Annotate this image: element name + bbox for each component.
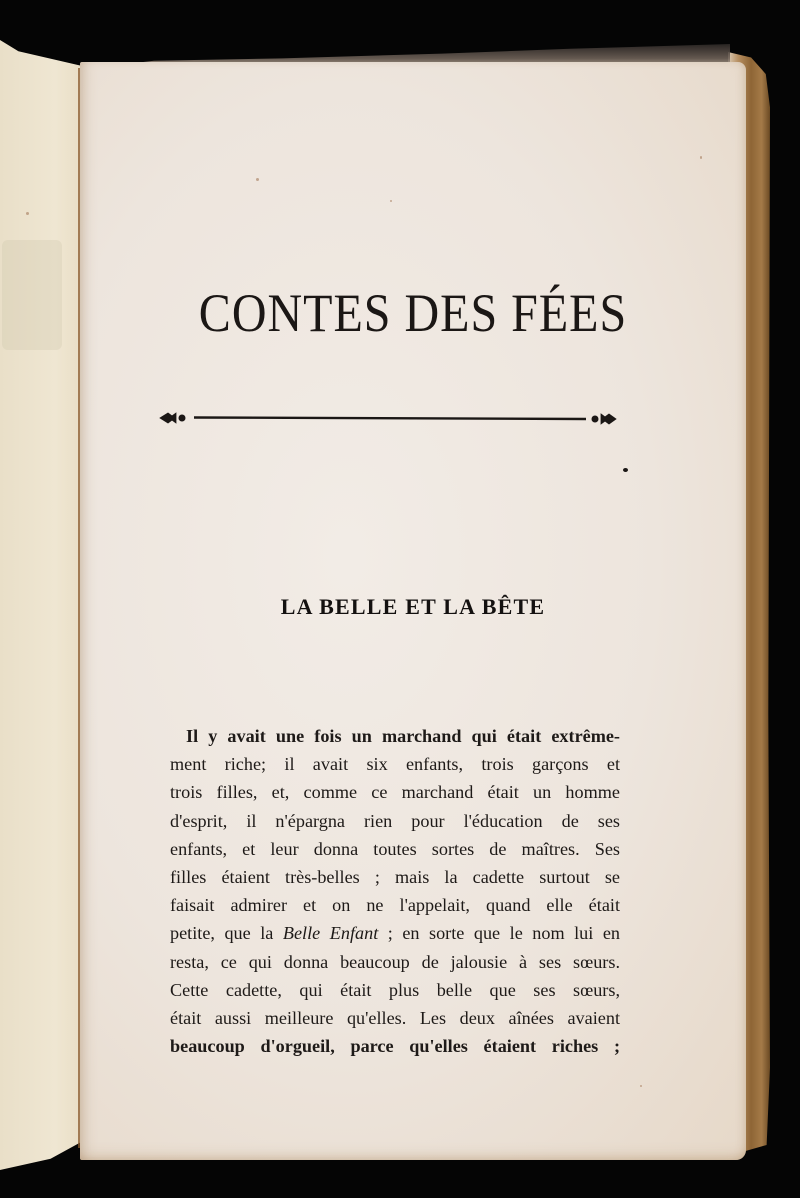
paper-speck (640, 1085, 642, 1087)
text-line: faisait admirer et on ne l'appelait, quand elle était (170, 895, 620, 916)
text-line: filles étaient très-belles ; mais la cadette surtout se (170, 867, 620, 888)
paper-speck (700, 156, 702, 159)
story-title: LA BELLE ET LA BÊTE (280, 594, 546, 619)
text-fragment: ; en sorte que le nom lui en (378, 923, 620, 944)
italic-name: Belle Enfant (282, 923, 379, 944)
story-body (170, 722, 620, 1060)
ink-dot (623, 468, 628, 472)
page-heading: CONTES DES FÉES (198, 284, 628, 344)
ornament-rule-icon (158, 408, 618, 428)
text-line: resta, ce qui donna beaucoup de jalousie à ses sœurs. (170, 951, 620, 972)
text-line: Cette cadette, qui était plus belle que ses sœurs, (170, 979, 620, 1000)
show-through-stain (2, 240, 62, 350)
paper-speck (390, 200, 392, 202)
text-line: d'esprit, il n'épargna rien pour l'éducation de ses (170, 810, 620, 831)
text-line: Il y avait une fois un marchand qui était extrême- (186, 726, 620, 746)
text-line: était aussi meilleure qu'elles. Les deux aînées avaient (170, 1008, 620, 1029)
paper-speck (26, 212, 29, 215)
text-line: enfants, et leur donna toutes sortes de maîtres. Ses (170, 838, 620, 859)
text-line (170, 919, 620, 947)
text-line: trois filles, et, comme ce marchand était un homme (170, 782, 620, 803)
text-line: beaucoup d'orgueil, parce qu'elles étaient riches ; (170, 1036, 620, 1057)
paper-speck (256, 178, 259, 181)
text-line: ment riche; il avait six enfants, trois garçons et (170, 754, 620, 775)
text-fragment: petite, que la (170, 923, 283, 944)
